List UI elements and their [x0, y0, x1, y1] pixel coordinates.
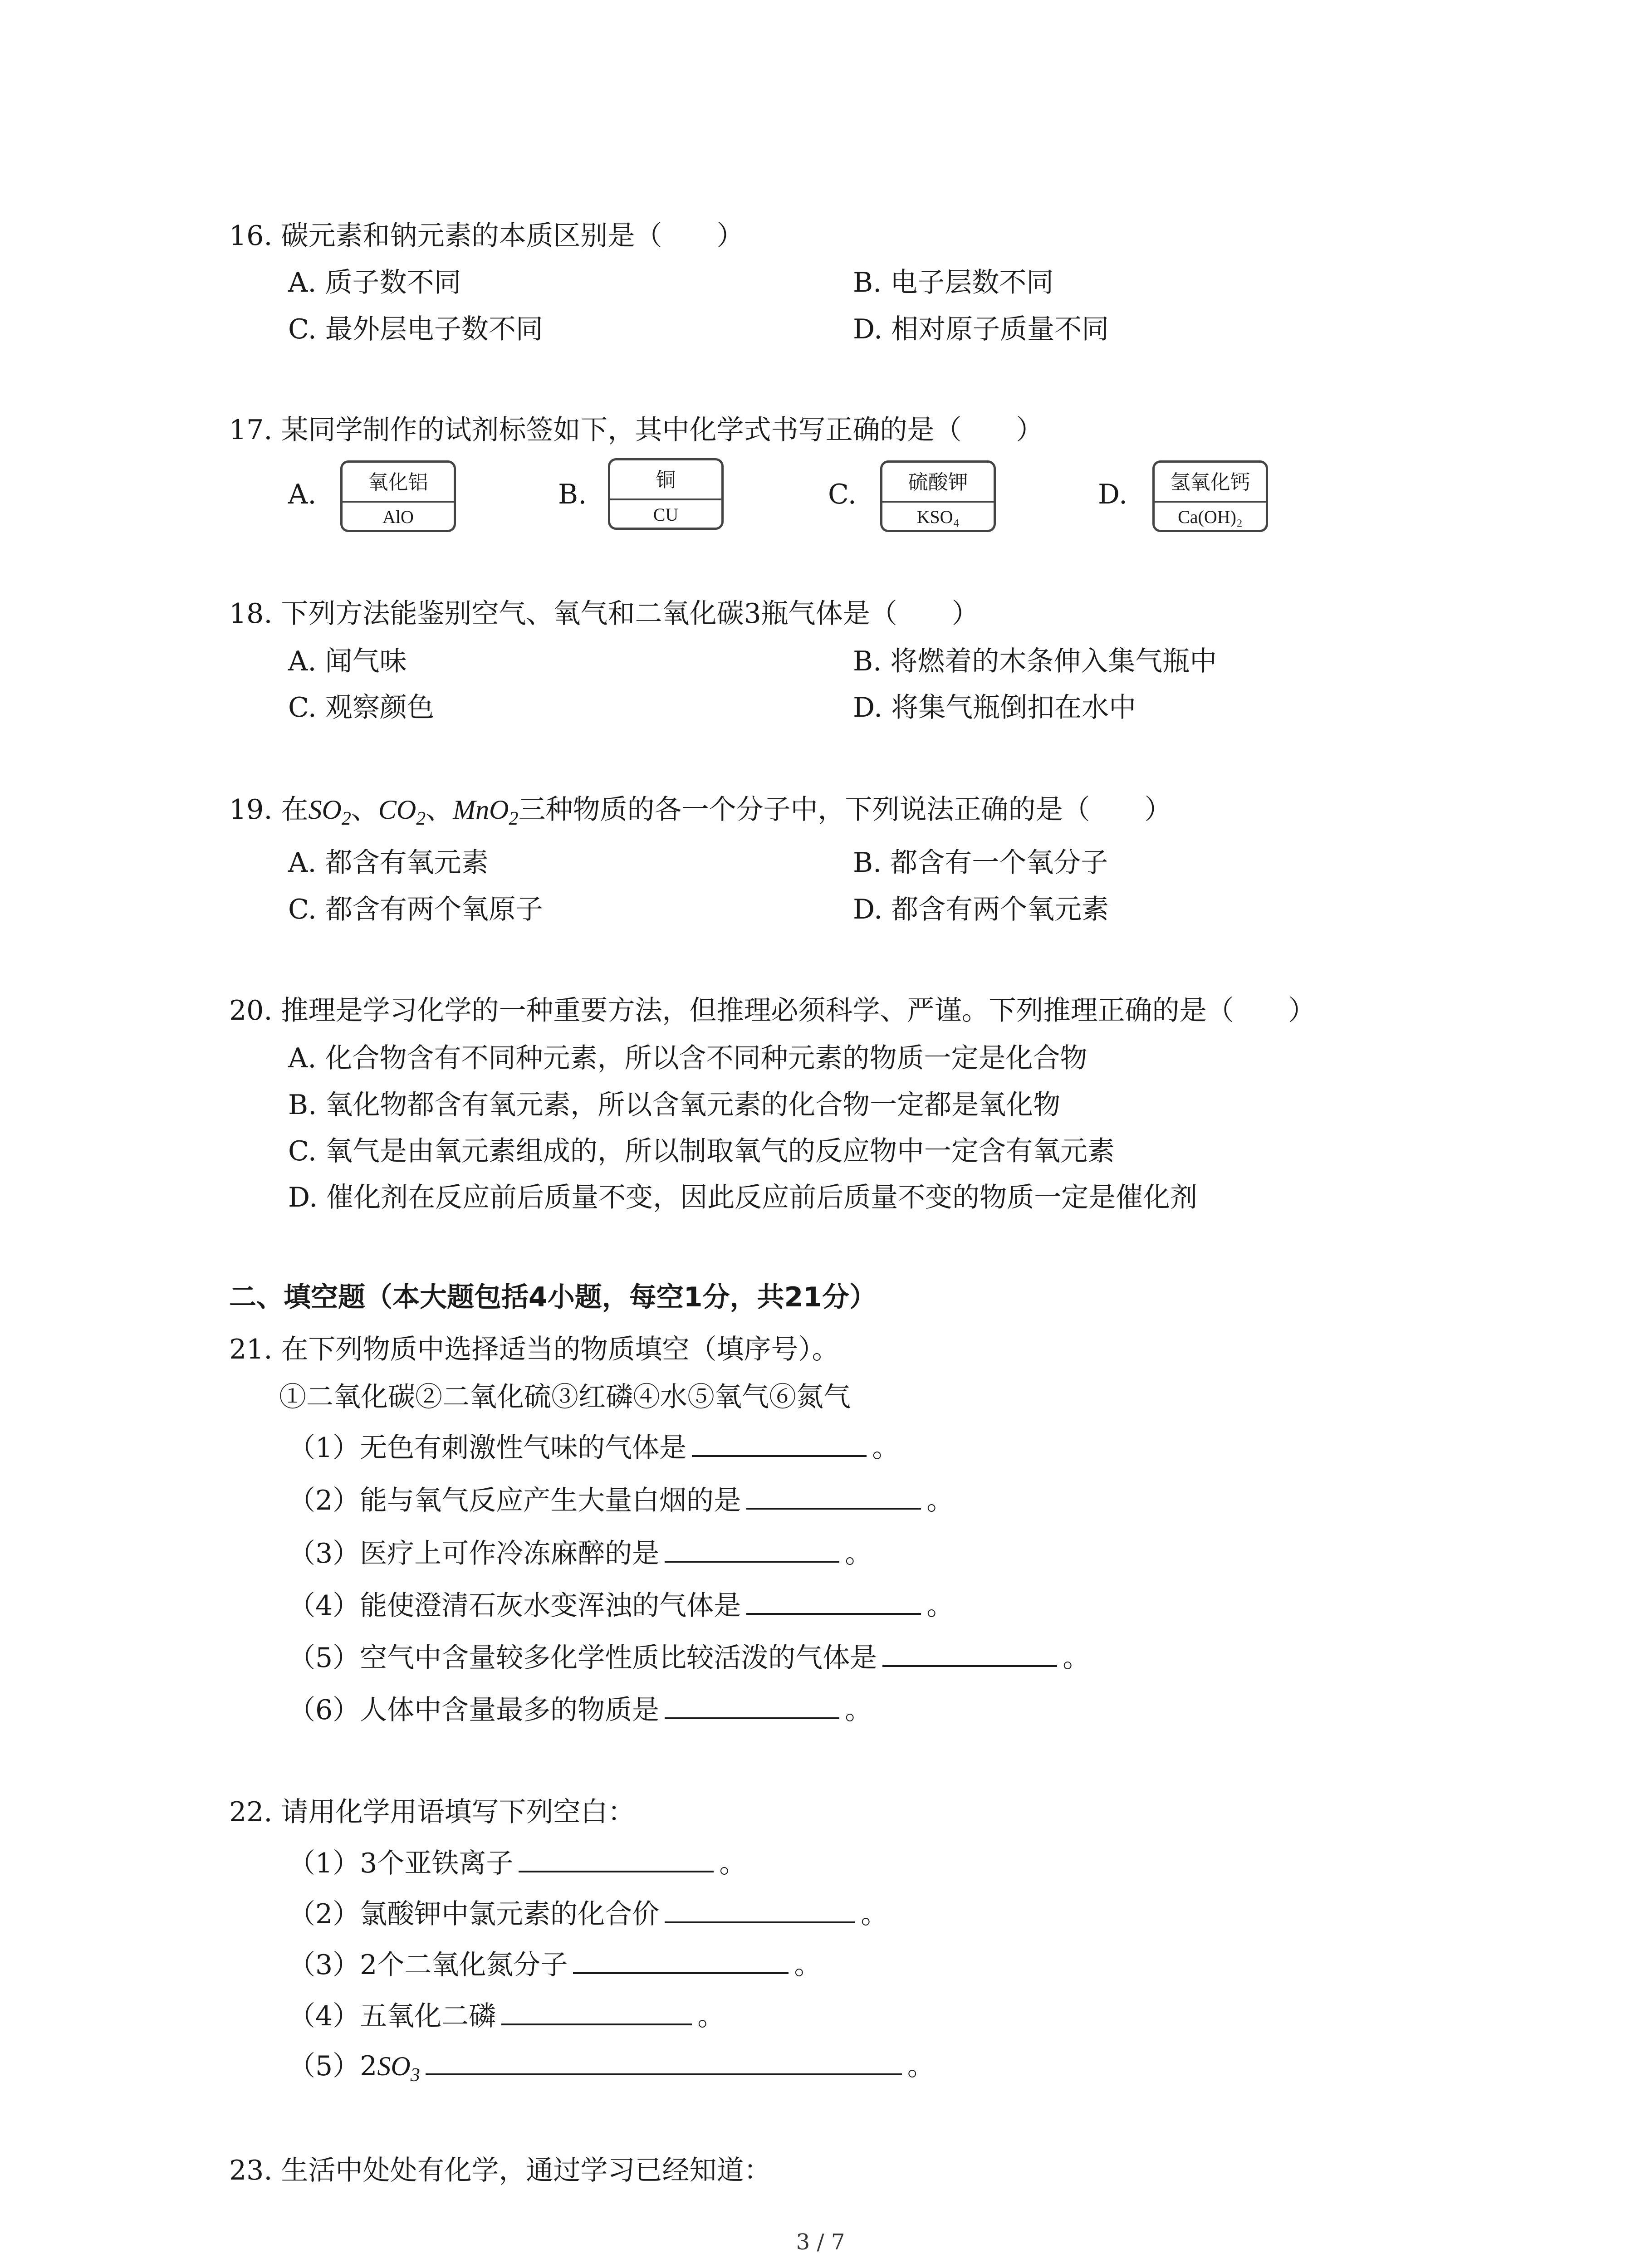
period: 。	[907, 2050, 935, 2082]
section-2-heading: 二、填空题（本大题包括4小题，每空1分，共21分）	[229, 1281, 877, 1313]
reagent-label-b	[608, 458, 724, 530]
question-20-option-b: B. 氧化物都含有氧元素，所以含氧元素的化合物一定都是氧化物	[288, 1089, 1061, 1121]
question-16-option-b: B. 电子层数不同	[853, 267, 1054, 298]
answer-blank[interactable]	[746, 1482, 921, 1510]
question-20-option-d: D. 催化剂在反应前后质量不变，因此反应前后质量不变的物质一定是催化剂	[288, 1182, 1198, 1213]
question-17-letter-a: A.	[288, 479, 317, 510]
reagent-label-c-formula: KSO₄	[916, 507, 960, 527]
answer-blank[interactable]	[573, 1947, 789, 1974]
formula-mno2: MnO$_2$	[453, 795, 519, 829]
question-20-stem: 20. 推理是学习化学的一种重要方法，但推理必须科学、严谨。下列推理正确的是（ ）	[229, 995, 1316, 1026]
question-21-item-2	[288, 1482, 954, 1519]
question-17-letter-d: D.	[1098, 479, 1128, 510]
page-number: 3 / 7	[796, 2229, 845, 2255]
question-21-stem: 21. 在下列物质中选择适当的物质填空（填序号）。	[229, 1334, 839, 1365]
reagent-label-c-name: 硫酸钾	[908, 471, 968, 494]
question-22-item-3	[288, 1947, 821, 1983]
reagent-label-a-divider	[343, 501, 454, 503]
answer-blank[interactable]	[665, 1692, 839, 1719]
question-21-item-2-text: （2）能与氧气反应产生大量白烟的是	[288, 1485, 741, 1516]
period: 。	[926, 1590, 954, 1622]
answer-blank[interactable]	[501, 1998, 692, 2025]
period: 。	[1063, 1642, 1090, 1674]
question-19-prefix: 19. 在	[229, 794, 309, 826]
question-17-letter-c: C.	[828, 479, 857, 510]
period: 。	[697, 2000, 725, 2032]
question-18-option-a: A. 闻气味	[288, 645, 407, 677]
question-18-option-c: C. 观察颜色	[288, 692, 434, 723]
question-21-item-6-text: （6）人体中含量最多的物质是	[288, 1694, 660, 1726]
answer-blank[interactable]	[519, 1845, 714, 1872]
reagent-label-d-divider	[1155, 501, 1266, 503]
question-21-options: ①二氧化碳②二氧化硫③红磷④水⑤氧气⑥氮气	[279, 1381, 851, 1413]
reagent-label-b-formula: CU	[653, 504, 679, 525]
question-18-option-b: B. 将燃着的木条伸入集气瓶中	[853, 645, 1217, 677]
question-16-option-c: C. 最外层电子数不同	[288, 313, 543, 345]
question-22-item-1-text: （1）3个亚铁离子	[288, 1848, 514, 1879]
separator: 、	[426, 794, 453, 826]
period: 。	[845, 1538, 872, 1569]
formula-so2: $SO_2$	[308, 795, 351, 829]
question-22-item-2	[288, 1896, 888, 1932]
question-21-item-5-text: （5）空气中含量较多化学性质比较活泼的气体是	[288, 1642, 877, 1674]
question-16-option-a: A. 质子数不同	[288, 267, 461, 298]
answer-blank[interactable]	[665, 1535, 839, 1563]
question-21-item-6	[288, 1692, 872, 1728]
reagent-label-d	[1152, 460, 1268, 532]
question-18-option-d: D. 将集气瓶倒扣在水中	[853, 692, 1136, 723]
question-19-stem	[229, 792, 1172, 837]
period: 。	[845, 1694, 872, 1726]
period: 。	[719, 1848, 747, 1879]
question-22-item-3-text: （3）2个二氧化氮分子	[288, 1949, 568, 1981]
question-19-option-a: A. 都含有氧元素	[288, 847, 489, 879]
question-22-item-4-text: （4）五氧化二磷	[288, 2000, 496, 2032]
question-21-item-3-text: （3）医疗上可作冷冻麻醉的是	[288, 1538, 660, 1569]
question-20-option-c: C. 氧气是由氧元素组成的，所以制取氧气的反应物中一定含有氧元素	[288, 1135, 1115, 1167]
question-16-option-d: D. 相对原子质量不同	[853, 313, 1109, 345]
question-21-item-3	[288, 1535, 872, 1572]
question-19-option-b: B. 都含有一个氧分子	[853, 847, 1108, 879]
question-21-item-1	[288, 1430, 899, 1466]
question-17-stem: 17. 某同学制作的试剂标签如下，其中化学式书写正确的是（ ）	[229, 414, 1043, 446]
reagent-label-c-divider	[882, 501, 994, 503]
question-22-item-1	[288, 1845, 746, 1882]
question-17-letter-b: B.	[558, 479, 587, 510]
answer-blank[interactable]	[692, 1430, 867, 1457]
question-21-item-5	[288, 1640, 1090, 1676]
reagent-label-d-name: 氢氧化钙	[1170, 471, 1250, 494]
question-19-option-d: D. 都含有两个氧元素	[853, 894, 1109, 925]
question-16-stem: 16. 碳元素和钠元素的本质区别是（ ）	[229, 220, 744, 252]
reagent-label-b-divider	[610, 499, 721, 500]
reagent-label-a-name: 氧化铝	[368, 471, 428, 494]
question-19-suffix: 三种物质的各一个分子中，下列说法正确的是（ ）	[518, 794, 1172, 826]
question-21-item-4-text: （4）能使澄清石灰水变浑浊的气体是	[288, 1590, 741, 1622]
period: 。	[926, 1485, 954, 1516]
answer-blank[interactable]	[426, 2048, 902, 2075]
answer-blank[interactable]	[746, 1588, 921, 1615]
question-21-item-4	[288, 1588, 954, 1624]
formula-co2: $CO_2$	[378, 795, 426, 829]
reagent-label-a	[340, 460, 456, 532]
question-18-stem: 18. 下列方法能鉴别空气、氧气和二氧化碳3瓶气体是（ ）	[229, 598, 979, 630]
question-23-stem: 23. 生活中处处有化学，通过学习已经知道：	[229, 2155, 771, 2186]
question-19-option-c: C. 都含有两个氧原子	[288, 894, 543, 925]
reagent-label-d-formula: Ca(OH)₂	[1178, 507, 1243, 527]
period: 。	[872, 1432, 900, 1464]
question-21-item-1-text: （1）无色有刺激性气味的气体是	[288, 1432, 687, 1464]
question-20-option-a: A. 化合物含有不同种元素，所以含不同种元素的物质一定是化合物	[288, 1042, 1087, 1074]
question-22-stem: 22. 请用化学用语填写下列空白：	[229, 1796, 635, 1828]
reagent-label-a-formula: AlO	[382, 507, 414, 527]
question-22-item-4	[288, 1998, 725, 2034]
question-22-item-2-text: （2）氯酸钾中氯元素的化合价	[288, 1898, 660, 1930]
answer-blank[interactable]	[665, 1896, 855, 1923]
reagent-label-b-name: 铜	[656, 469, 676, 492]
question-22-item-5-text: （5）2	[288, 2050, 377, 2082]
formula-so3: $SO_3$	[377, 2051, 420, 2086]
period: 。	[861, 1898, 888, 1930]
answer-blank[interactable]	[882, 1640, 1057, 1667]
question-22-item-5	[288, 2048, 935, 2093]
separator: 、	[351, 794, 378, 826]
reagent-label-c	[880, 460, 996, 532]
period: 。	[794, 1949, 822, 1981]
